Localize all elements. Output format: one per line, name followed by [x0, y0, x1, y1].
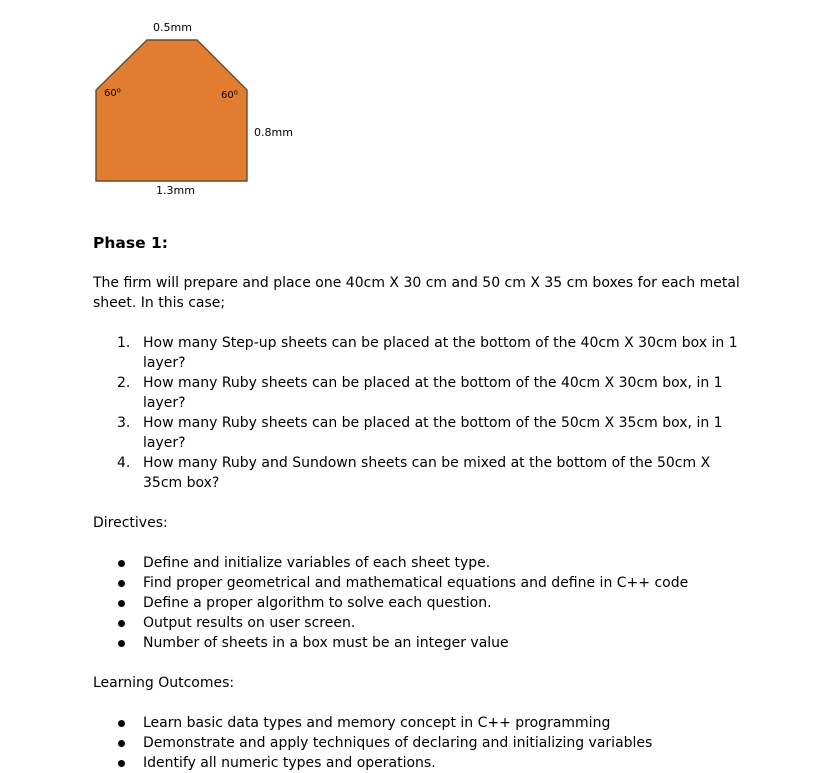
top-edge-label: 0.5mm: [153, 21, 192, 34]
bullet-icon: [118, 760, 125, 767]
directive-item: [93, 553, 753, 573]
document-body: [93, 232, 753, 773]
question-number: 4.: [117, 455, 131, 471]
outcome-item: [93, 753, 753, 773]
bullet-icon: [118, 580, 125, 587]
outcome-text: Identify all numeric types and operations.: [143, 755, 436, 771]
bullet-icon: [118, 640, 125, 647]
question-list: [93, 333, 753, 493]
question-item: [93, 333, 753, 373]
learning-outcomes-list: [93, 713, 753, 773]
directives-heading: Directives:: [93, 515, 168, 531]
question-text: How many Ruby sheets can be placed at the bottom of the 40cm X 30cm box, in 1 layer?: [143, 375, 723, 411]
directive-item: [93, 593, 753, 613]
directive-text: Define a proper algorithm to solve each question.: [143, 595, 492, 611]
question-number: 2.: [117, 375, 131, 391]
directive-item: [93, 633, 753, 653]
directive-item: [93, 573, 753, 593]
question-number: 3.: [117, 415, 131, 431]
question-number: 1.: [117, 335, 131, 351]
sheet-diagram: [0, 0, 320, 200]
directive-item: [93, 613, 753, 633]
directive-text: Find proper geometrical and mathematical equations and define in C++ code: [143, 575, 689, 591]
phase-heading: Phase 1:: [93, 234, 168, 252]
bottom-edge-label: 1.3mm: [156, 184, 195, 197]
directive-text: Define and initialize variables of each sheet type.: [143, 555, 491, 571]
bullet-icon: [118, 720, 125, 727]
outcome-text: Demonstrate and apply techniques of declaring and initializing variables: [143, 735, 653, 751]
bullet-icon: [118, 620, 125, 627]
intro-paragraph: The firm will prepare and place one 40cm X 30 cm and 50 cm X 35 cm boxes for each metal sheet. In this case;: [93, 275, 740, 311]
bullet-icon: [118, 600, 125, 607]
question-item: [93, 373, 753, 413]
directives-list: [93, 553, 753, 653]
question-text: How many Ruby sheets can be placed at the bottom of the 50cm X 35cm box, in 1 layer?: [143, 415, 723, 451]
left-angle-label: 60⁰: [104, 88, 121, 99]
bullet-icon: [118, 740, 125, 747]
outcome-text: Learn basic data types and memory concept in C++ programming: [143, 715, 611, 731]
question-text: How many Step-up sheets can be placed at the bottom of the 40cm X 30cm box in 1 layer?: [143, 335, 738, 371]
directive-text: Number of sheets in a box must be an integer value: [143, 635, 509, 651]
bullet-icon: [118, 560, 125, 567]
question-item: [93, 413, 753, 453]
question-text: How many Ruby and Sundown sheets can be mixed at the bottom of the 50cm X 35cm box?: [143, 455, 711, 491]
outcome-item: [93, 733, 753, 753]
side-edge-label: 0.8mm: [254, 126, 293, 139]
question-item: [93, 453, 753, 493]
right-angle-label: 60⁰: [221, 90, 238, 101]
learning-outcomes-heading: Learning Outcomes:: [93, 675, 235, 691]
sheet-shape: [96, 40, 247, 181]
directive-text: Output results on user screen.: [143, 615, 356, 631]
outcome-item: [93, 713, 753, 733]
